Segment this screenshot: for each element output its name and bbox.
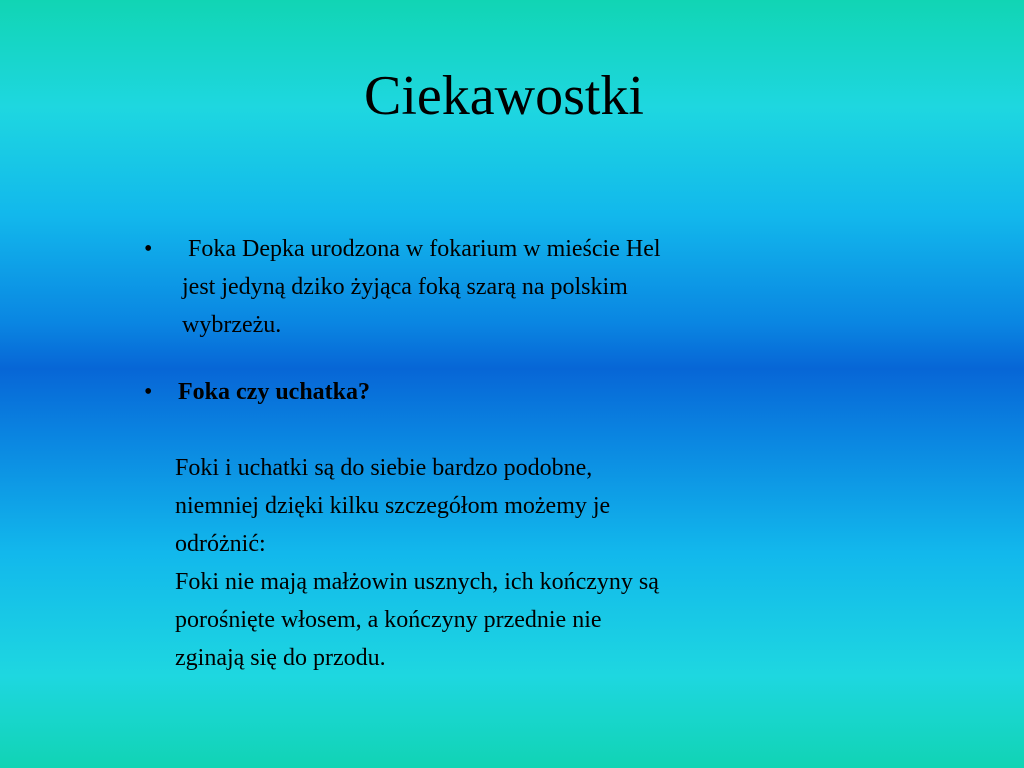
body-text: [175, 449, 835, 677]
body-line: niemniej dzięki kilku szczegółom możemy je: [175, 493, 611, 519]
bullet-heading: Foka czy uchatka?: [178, 379, 370, 405]
bullet-marker: •: [144, 379, 153, 405]
bullet-text-line: jest jedyną dziko żyjąca foką szarą na polskim: [182, 274, 628, 300]
bullet-text-line: wybrzeżu.: [182, 312, 282, 338]
body-line: zginają się do przodu.: [175, 645, 386, 671]
bullet-text: [182, 230, 822, 344]
body-line: odróżnić:: [175, 531, 266, 557]
body-line: porośnięte włosem, a kończyny przednie nie: [175, 607, 602, 633]
slide-title: Ciekawostki: [364, 65, 644, 127]
body-line: Foki nie mają małżowin usznych, ich kończyny są: [175, 569, 659, 595]
bullet-marker: •: [144, 236, 153, 262]
bullet-text-line: Foka Depka urodzona w fokarium w mieście Hel: [182, 236, 661, 262]
body-line: Foki i uchatki są do siebie bardzo podobne,: [175, 455, 593, 481]
